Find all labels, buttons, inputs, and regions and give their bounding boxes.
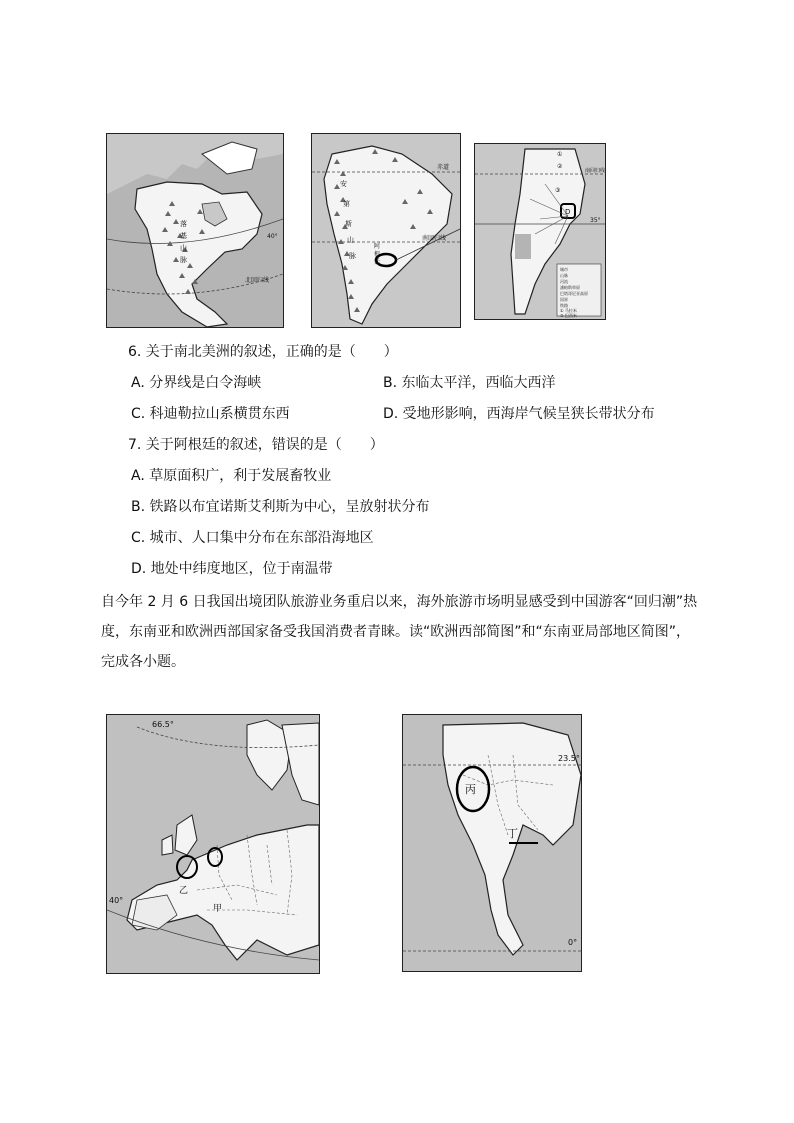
na-lat-40-label: 40° [267,233,278,240]
sa-argentina-label-1: 阿 [374,243,381,250]
q6-option-a[interactable]: A. 分界线是白令海峡 [131,375,262,391]
arg-marker-3: ③ [555,187,561,194]
q7-stem: 7. 关于阿根廷的叙述，错误的是（ ） [128,437,384,453]
q7-option-d[interactable]: D. 地处中纬度地区，位于南温带 [131,561,333,577]
q6-stem: 6. 关于南北美洲的叙述，正确的是（ ） [128,344,398,360]
sa-andes-label-2: 第 [343,200,350,208]
legend-pampas: 潘帕斯草原 [560,285,580,290]
legend-railway: 铁路 [560,303,568,308]
legend-marker-1: ① 马拉米 [560,308,577,313]
legend-marker-2: ② 巴西米 [560,313,577,318]
arg-tropic-label: 南回归线 [585,168,605,174]
q6-option-b[interactable]: B. 东临太平洋，西临大西洋 [383,375,556,391]
argentina-detail-map [474,143,606,320]
na-mountain-label-1: 落 [180,220,187,228]
sea-lat-23-label: 23.5° [558,754,580,763]
southeast-asia-map [402,714,582,972]
eu-lat-40-label: 40° [109,896,124,905]
q7-option-b[interactable]: B. 铁路以布宜诺斯艾利斯为中心，呈放射状分布 [131,499,430,515]
south-america-map [311,133,461,328]
eu-lat-66-label: 66.5° [152,720,174,729]
na-tropic-label: 北回归线 [245,277,270,284]
q7-option-c[interactable]: C. 城市、人口集中分布在东部沿海地区 [131,530,374,546]
q7-option-a[interactable]: A. 草原面积广，利于发展畜牧业 [131,468,332,484]
legend-border: 国界 [560,297,568,302]
arg-marker-1: ① [557,151,563,158]
legend-patagonia: 巴塔哥尼亚高原 [560,291,588,296]
sa-tropic-label: 南回归线 [422,235,447,242]
sea-ding-label: 丁 [507,827,518,840]
na-mountain-label-2: 基 [180,232,187,240]
legend-river: 河流 [560,279,568,284]
sea-lat-0-label: 0° [568,938,578,947]
na-mountain-label-3: 山 [180,244,187,252]
sa-argentina-label-3: 廷 [374,259,381,266]
eu-jia-label: 甲 [213,904,223,914]
sa-andes-label-5: 脉 [349,252,356,260]
q6-option-c[interactable]: C. 科迪勒拉山系横贯东西 [131,406,290,422]
sea-bing-label: 丙 [465,783,476,796]
arg-circle-label: D [565,208,571,216]
na-mountain-label-4: 脉 [180,256,187,264]
sa-argentina-label-2: 根 [374,251,381,258]
sa-andes-label-3: 斯 [345,220,352,228]
q6-option-d[interactable]: D. 受地形影响，西海岸气候呈狭长带状分布 [383,406,655,422]
sa-andes-label-4: 山 [347,236,354,244]
sa-equator-label: 赤道 [437,164,450,171]
sa-andes-label-1: 安 [340,180,347,188]
intro-paragraph: 自今年 2 月 6 日我国出境团队旅游业务重启以来，海外旅游市场明显感受到中国游客“回归潮”热度，东南亚和欧洲西部国家备受我国消费者青睐。读“欧洲西部简图”和“东南亚局部地区简图”，完成各小题。 [101,594,698,670]
arg-marker-2: ② [557,163,563,170]
arg-lat-35-label: 35° [590,217,601,224]
western-europe-map [106,714,320,974]
legend-city: 城市 [560,267,568,272]
legend-mountain: 山脉 [560,273,568,278]
eu-yi-label: 乙 [179,886,189,896]
north-america-map [106,133,284,328]
